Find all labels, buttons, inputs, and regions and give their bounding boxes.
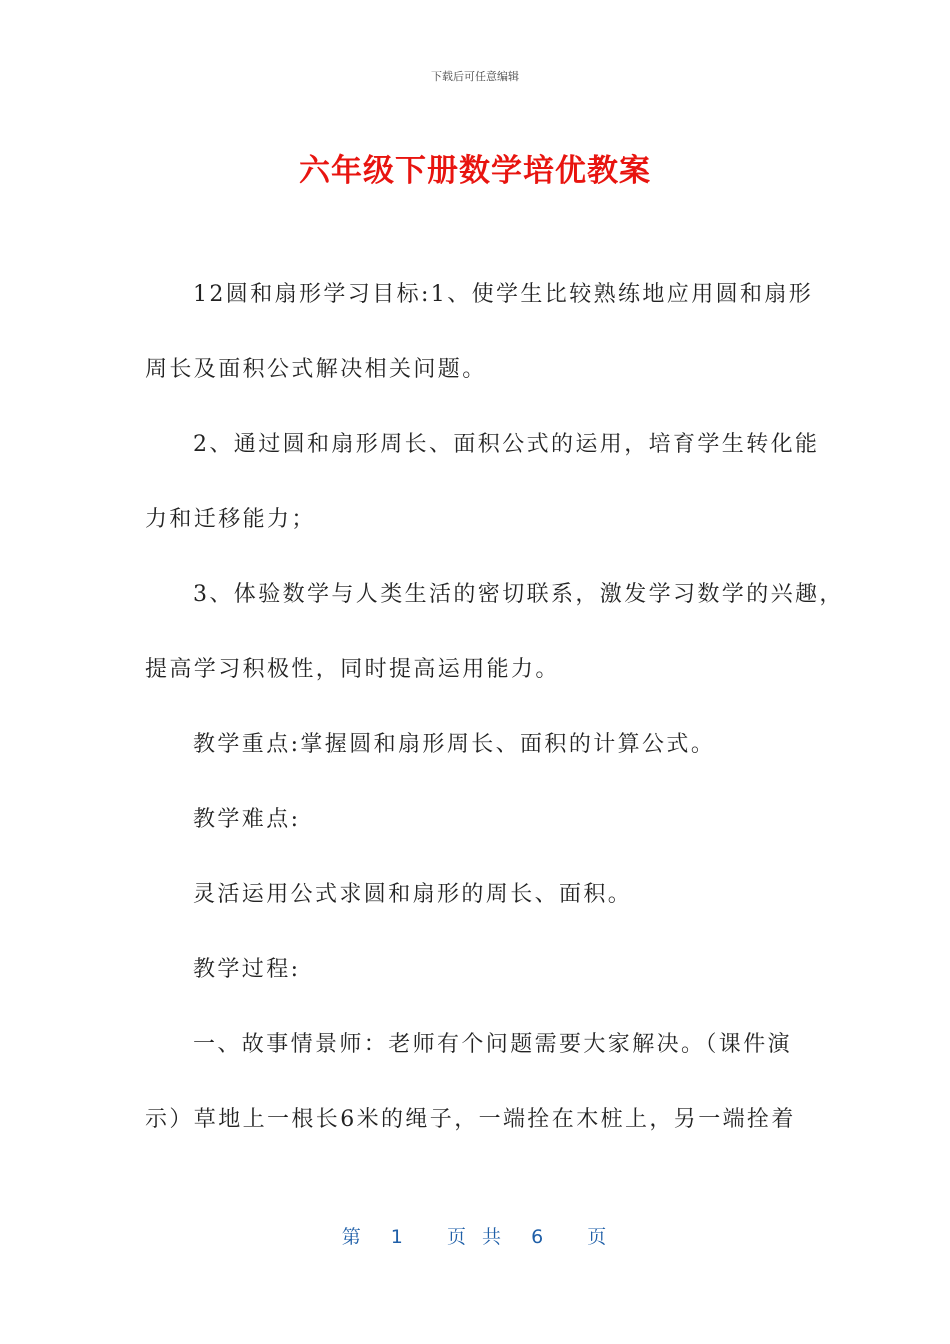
paragraph-line: 2、通过圆和扇形周长、面积公式的运用，培育学生转化能 [193, 432, 820, 457]
document-body [145, 270, 844, 1170]
paragraph-line: 3、体验数学与人类生活的密切联系，激发学习数学的兴趣， [193, 582, 844, 607]
paragraph-line: 教学重点:掌握圆和扇形周长、面积的计算公式。 [193, 732, 716, 757]
paragraph-line: 示）草地上一根长6米的绳子，一端拴在木桩上，另一端拴着 [145, 1107, 796, 1132]
header-note: 下载后可任意编辑 [431, 70, 519, 83]
paragraph-line: 提高学习积极性，同时提高运用能力。 [145, 657, 560, 682]
paragraph-line: 教学过程: [193, 957, 301, 982]
paragraph-line: 力和迁移能力； [145, 507, 316, 532]
document-title: 六年级下册数学培优教案 [299, 153, 651, 189]
paragraph-line: 一、故事情景师：老师有个问题需要大家解决。（课件演 [193, 1032, 793, 1057]
page-number-footer [0, 1222, 950, 1249]
paragraph-line: 灵活运用公式求圆和扇形的周长、面积。 [193, 882, 633, 907]
paragraph-line: 12圆和扇形学习目标:1、使学生比较熟练地应用圆和扇形 [193, 282, 814, 307]
paragraph-line: 教学难点: [193, 807, 301, 832]
page-number-label: 第 1 页 共 6 页 [341, 1226, 609, 1248]
paragraph-line: 周长及面积公式解决相关问题。 [145, 357, 487, 382]
